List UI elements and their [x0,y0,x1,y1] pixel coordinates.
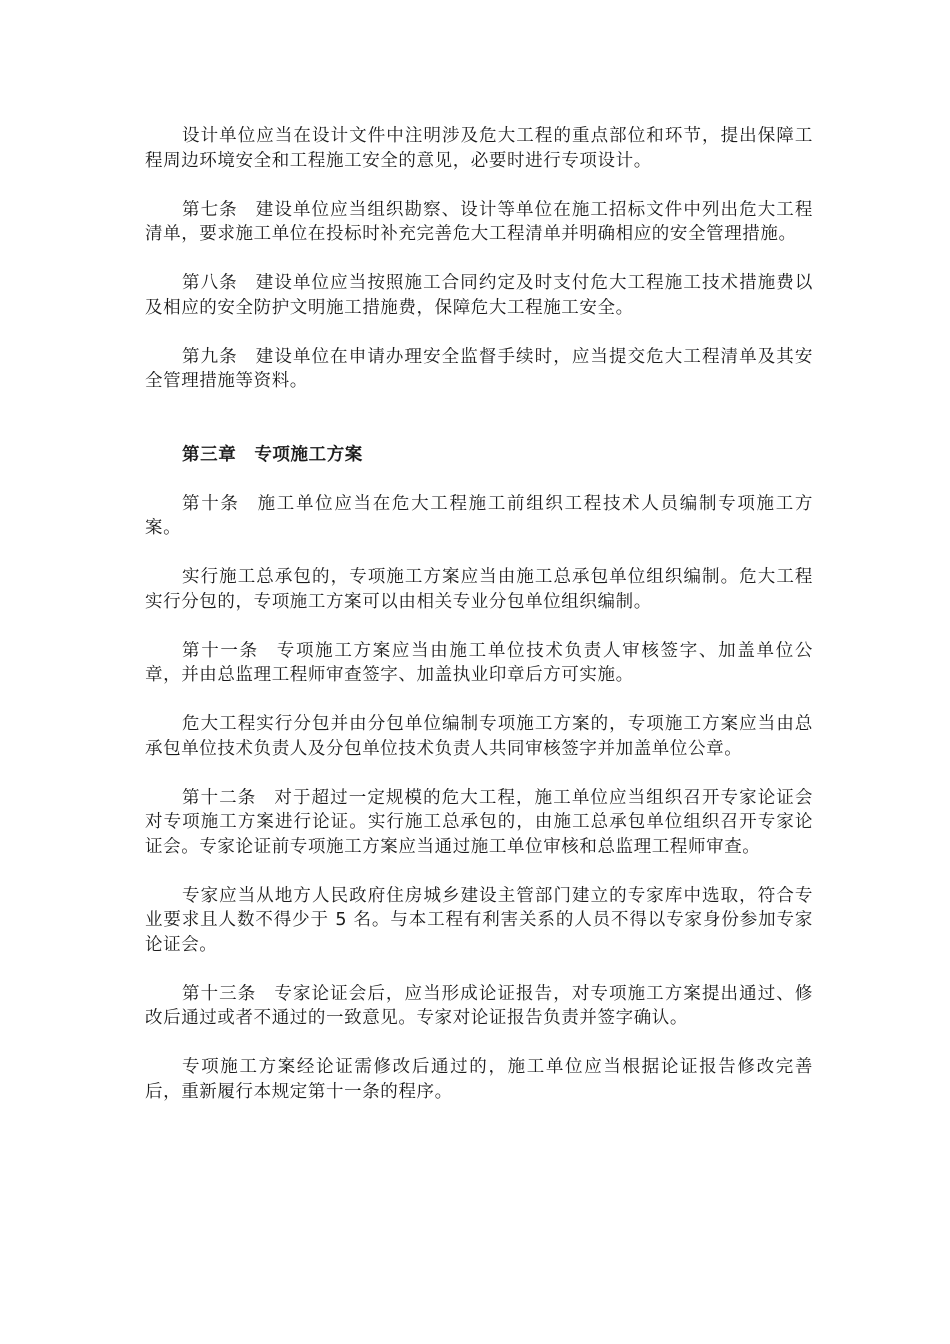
chapter-heading [145,443,813,468]
paragraph-text: 建设单位应当组织勘察、设计等单位在施工招标文件中列出危大工程清单，要求施工单位在投标时补充完善危大工程清单并明确相应的安全管理措施。 [145,199,813,244]
article-paragraph [145,271,813,320]
paragraph-text: 危大工程实行分包并由分包单位编制专项施工方案的，专项施工方案应当由总承包单位技术负责人及分包单位技术负责人共同审核签字并加盖单位公章。 [145,714,813,759]
paragraph-text: 专家论证会后，应当形成论证报告，对专项施工方案提出通过、修改后通过或者不通过的一致意见。专家对论证报告负责并签字确认。 [145,983,813,1028]
paragraph-text: 专家应当从地方人民政府住房城乡建设主管部门建立的专家库中选取，符合专业要求且人数不得少于 5 名。与本工程有利害关系的人员不得以专家身份参加专家论证会。 [145,885,813,955]
article-number: 第十三条 [182,983,257,1004]
paragraph [145,565,813,614]
paragraph-text: 专项施工方案应当由施工单位技术负责人审核签字、加盖单位公章，并由总监理工程师审查签字、加盖执业印章后方可实施。 [145,640,813,685]
paragraph-text: 专项施工方案经论证需修改后通过的，施工单位应当根据论证报告修改完善后，重新履行本规定第十一条的程序。 [145,1057,813,1102]
paragraph [145,712,813,761]
paragraph-text: 建设单位应当按照施工合同约定及时支付危大工程施工技术措施费以及相应的安全防护文明施工措施费，保障危大工程施工安全。 [145,273,813,318]
paragraph [145,124,813,173]
chapter-number: 第三章 [182,444,237,465]
article-paragraph [145,198,813,247]
article-number: 第九条 [182,346,238,367]
paragraph-text: 建设单位在申请办理安全监督手续时，应当提交危大工程清单及其安全管理措施等资料。 [145,346,813,391]
document-page [145,124,813,1104]
article-paragraph [145,982,813,1031]
chapter-title: 专项施工方案 [254,444,363,465]
article-paragraph [145,345,813,394]
article-number: 第十一条 [182,640,259,661]
paragraph-text: 施工单位应当在危大工程施工前组织工程技术人员编制专项施工方案。 [145,493,813,538]
article-number: 第八条 [182,273,238,293]
article-paragraph [145,786,813,860]
paragraph-text: 设计单位应当在设计文件中注明涉及危大工程的重点部位和环节，提出保障工程周边环境安全和工程施工安全的意见，必要时进行专项设计。 [145,126,813,171]
paragraph-text: 实行施工总承包的，专项施工方案应当由施工总承包单位组织编制。危大工程实行分包的，专项施工方案可以由相关专业分包单位组织编制。 [145,567,813,612]
article-number: 第十二条 [182,787,257,808]
paragraph [145,1055,813,1104]
paragraph [145,884,813,958]
article-paragraph [145,492,813,541]
article-number: 第七条 [182,199,238,220]
article-number: 第十条 [182,493,240,514]
article-paragraph [145,639,813,688]
paragraph-text: 对于超过一定规模的危大工程，施工单位应当组织召开专家论证会对专项施工方案进行论证。实行施工总承包的，由施工总承包单位组织召开专家论证会。专家论证前专项施工方案应当通过施工单位审核和总监理工程师审查。 [145,787,813,857]
